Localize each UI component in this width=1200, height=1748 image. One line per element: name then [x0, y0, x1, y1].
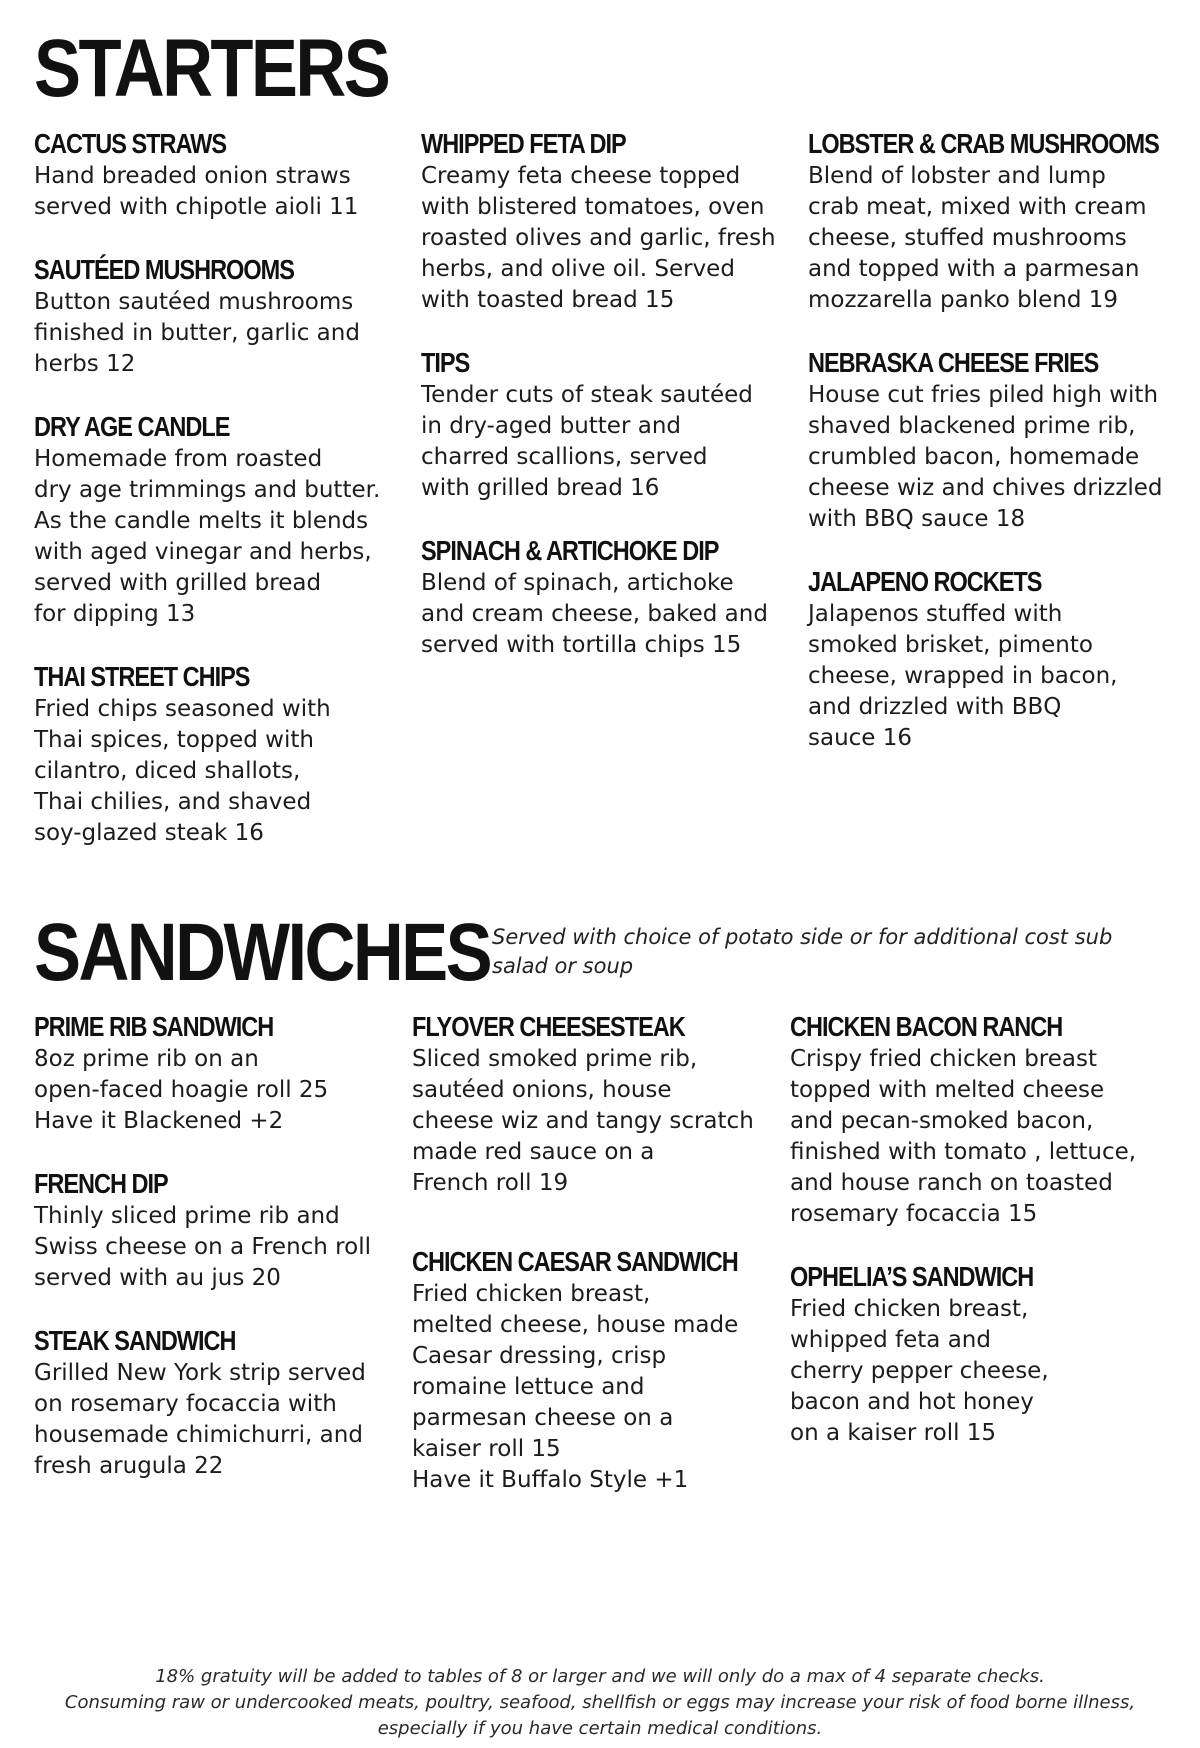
- item-name: TIPS: [421, 347, 470, 378]
- item-description: Button sautéed mushrooms finished in butter, garlic and herbs 12: [34, 289, 360, 377]
- menu-item: [421, 127, 801, 316]
- item-description: Thinly sliced prime rib and Swiss cheese on a French roll served with au jus 20: [34, 1203, 371, 1291]
- item-name: CHICKEN CAESAR SANDWICH: [412, 1246, 738, 1277]
- sandwiches-note: Served with choice of potato side or for additional cost sub salad or soup: [492, 925, 1113, 978]
- item-description: Homemade from roasted dry age trimmings and butter. As the candle melts it blends with aged vinegar and herbs, served with grilled bread for dipping 13: [34, 446, 381, 627]
- item-name: FRENCH DIP: [34, 1168, 168, 1199]
- footer-line: Consuming raw or undercooked meats, poultry, seafood, shellfish or eggs may increase your risk of food borne illness,: [64, 1692, 1136, 1713]
- item-description: Fried chicken breast, whipped feta and cherry pepper cheese, bacon and hot honey on a kaiser roll 15: [790, 1296, 1049, 1446]
- item-description: Fried chicken breast, melted cheese, house made Caesar dressing, crisp romaine lettuce and parmesan cheese on a kaiser roll 15 Have it Buffalo Style +1: [412, 1281, 739, 1493]
- sandwiches-column-2: [412, 1010, 782, 1526]
- menu-item: [34, 660, 414, 849]
- item-description: Hand breaded onion straws served with chipotle aioli 11: [34, 163, 359, 220]
- item-description: Fried chips seasoned with Thai spices, topped with cilantro, diced shallots, Thai chilies, and shaved soy-glazed steak 16: [34, 696, 331, 846]
- item-name: SPINACH & ARTICHOKE DIP: [421, 535, 719, 566]
- sandwiches-column-3: [790, 1010, 1190, 1479]
- item-name: CHICKEN BACON RANCH: [790, 1011, 1063, 1042]
- item-name: JALAPENO ROCKETS: [808, 566, 1042, 597]
- menu-item: [34, 410, 414, 630]
- starters-heading: STARTERS: [34, 23, 389, 114]
- item-name: CACTUS STRAWS: [34, 128, 227, 159]
- menu-item: [34, 1167, 404, 1294]
- menu-item: [808, 346, 1198, 535]
- item-name: LOBSTER & CRAB MUSHROOMS: [808, 128, 1159, 159]
- item-name: NEBRASKA CHEESE FRIES: [808, 347, 1099, 378]
- item-description: Tender cuts of steak sautéed in dry-aged butter and charred scallions, served with grilled bread 16: [421, 382, 753, 501]
- menu-item: [34, 127, 414, 223]
- menu-item: [34, 1010, 404, 1137]
- menu-item: [808, 127, 1198, 316]
- item-description: Blend of spinach, artichoke and cream cheese, baked and served with tortilla chips 15: [421, 570, 768, 658]
- menu-item: [790, 1260, 1190, 1449]
- item-description: Crispy fried chicken breast topped with melted cheese and pecan-smoked bacon, finished with tomato , lettuce, and house ranch on toasted rosemary focaccia 15: [790, 1046, 1137, 1227]
- footer-line: especially if you have certain medical conditions.: [377, 1718, 823, 1739]
- starters-column-2: [421, 127, 801, 691]
- menu-item: [421, 534, 801, 661]
- item-description: Grilled New York strip served on rosemary focaccia with housemade chimichurri, and fresh arugula 22: [34, 1360, 366, 1479]
- menu-item: [808, 565, 1198, 754]
- item-name: OPHELIA’S SANDWICH: [790, 1261, 1034, 1292]
- item-name: SAUTÉED MUSHROOMS: [34, 254, 294, 285]
- footer-line: 18% gratuity will be added to tables of 8 or larger and we will only do a max of 4 separate checks.: [155, 1666, 1045, 1687]
- item-description: 8oz prime rib on an open-faced hoagie roll 25 Have it Blackened +2: [34, 1046, 329, 1134]
- item-name: FLYOVER CHEESESTEAK: [412, 1011, 685, 1042]
- footer-disclaimer: [0, 1664, 1200, 1742]
- sandwiches-heading: SANDWICHES: [34, 907, 491, 998]
- item-name: WHIPPED FETA DIP: [421, 128, 626, 159]
- menu-item: [790, 1010, 1190, 1230]
- item-name: STEAK SANDWICH: [34, 1325, 236, 1356]
- item-description: Jalapenos stuffed with smoked brisket, pimento cheese, wrapped in bacon, and drizzled with BBQ sauce 16: [808, 601, 1118, 751]
- menu-item: [412, 1245, 782, 1496]
- item-description: Creamy feta cheese topped with blistered tomatoes, oven roasted olives and garlic, fresh herbs, and olive oil. Served with toasted bread 15: [421, 163, 776, 313]
- starters-column-1: [34, 127, 414, 879]
- menu-item: [34, 253, 414, 380]
- item-description: Sliced smoked prime rib, sautéed onions, house cheese wiz and tangy scratch made red sauce on a French roll 19: [412, 1046, 754, 1196]
- item-description: Blend of lobster and lump crab meat, mixed with cream cheese, stuffed mushrooms and topped with a parmesan mozzarella panko blend 19: [808, 163, 1147, 313]
- item-name: DRY AGE CANDLE: [34, 411, 230, 442]
- menu-item: [412, 1010, 782, 1199]
- menu-item: [34, 1324, 404, 1482]
- sandwiches-column-1: [34, 1010, 404, 1512]
- item-description: House cut fries piled high with shaved blackened prime rib, crumbled bacon, homemade cheese wiz and chives drizzled with BBQ sauce 18: [808, 382, 1163, 532]
- menu-item: [421, 346, 801, 504]
- item-name: THAI STREET CHIPS: [34, 661, 250, 692]
- starters-column-3: [808, 127, 1198, 784]
- item-name: PRIME RIB SANDWICH: [34, 1011, 274, 1042]
